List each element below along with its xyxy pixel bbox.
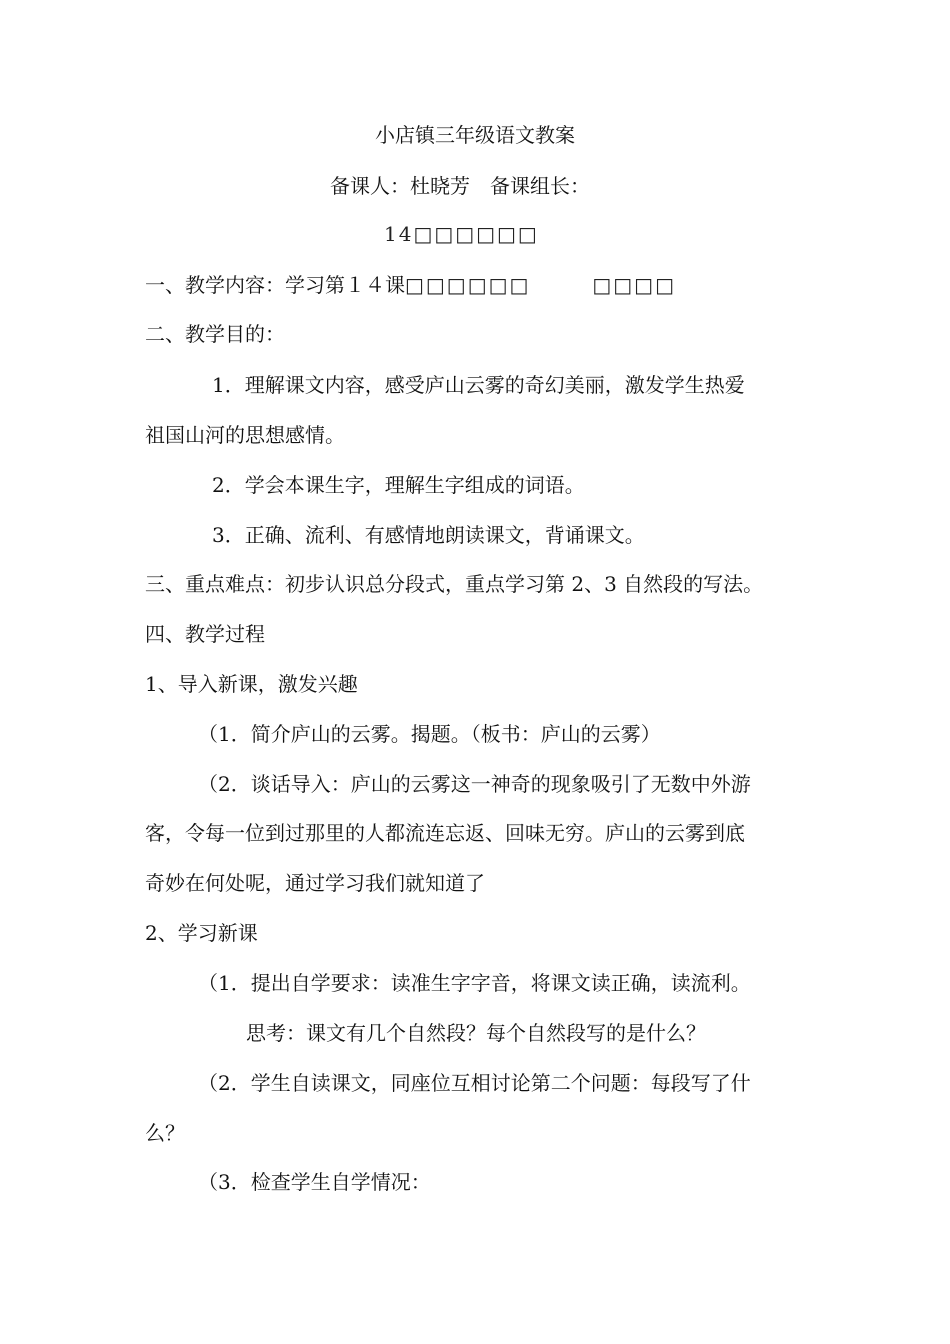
goal-2: 2．学会本课生字，理解生字组成的词语。	[212, 473, 585, 497]
document-title: 小店镇三年级语文教案	[375, 123, 575, 147]
step-1-heading: 1、导入新课，激发兴趣	[145, 672, 358, 696]
section-key-points: 三、重点难点：初步认识总分段式，重点学习第 2、3 自然段的写法。	[145, 572, 764, 596]
goal-1-line-2: 祖国山河的思想感情。	[145, 423, 345, 447]
section-teaching-goals-heading: 二、教学目的：	[145, 322, 285, 346]
section-teaching-process-heading: 四、教学过程	[145, 622, 265, 646]
step-1-item-2-line-3: 奇妙在何处呢，通过学习我们就知道了	[145, 871, 485, 895]
step-2-item-2-line-1: （2．学生自读课文，同座位互相讨论第二个问题：每段写了什	[198, 1071, 751, 1095]
garbled-text-2: □□□□	[592, 273, 676, 297]
garbled-text: □□□□□□	[405, 273, 531, 297]
goal-3: 3．正确、流利、有感情地朗读课文，背诵课文。	[212, 523, 645, 547]
section-teaching-content	[145, 272, 676, 298]
step-1-item-2-line-1: （2．谈话导入：庐山的云雾这一神奇的现象吸引了无数中外游	[198, 772, 751, 796]
step-2-heading: 2、学习新课	[145, 921, 258, 945]
step-1-item-2-line-2: 客，令每一位到过那里的人都流连忘返、回味无穷。庐山的云雾到底	[145, 821, 745, 845]
step-2-item-2-line-2: 么？	[145, 1121, 185, 1145]
step-1-item-1: （1．简介庐山的云雾。揭题。（板书：庐山的云雾）	[198, 722, 661, 746]
step-2-item-1-line-2: 思考：课文有几个自然段？每个自然段写的是什么？	[246, 1021, 706, 1045]
preparer-line: 备课人：杜晓芳 备课组长：	[330, 174, 590, 198]
goal-1-line-1: 1．理解课文内容，感受庐山云雾的奇幻美丽，激发学生热爱	[212, 373, 745, 397]
step-2-item-1-line-1: （1．提出自学要求：读准生字字音，将课文读正确，读流利。	[198, 971, 751, 995]
section-teaching-content-label: 一、教学内容：学习第１４课	[145, 273, 405, 297]
step-2-item-3: （3．检查学生自学情况：	[198, 1170, 431, 1194]
lesson-heading: 14□□□□□□	[384, 222, 539, 246]
